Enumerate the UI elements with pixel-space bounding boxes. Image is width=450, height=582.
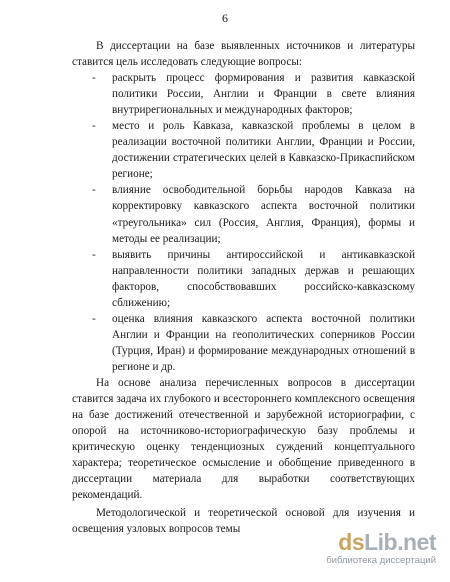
body-paragraph: На основе анализа перечисленных вопросов в диссертации ставится задача их глубокого и всестороннего комплексного освещения на базе достижений отечественной и зарубежной историографии, с опорой на источниково-историографическую базу проблемы и критическую оценку тенденциозных суждений концептуального характера; теоретическое осмысление и обобщение приведенного в диссертации материала для выработки соответствующих рекомендаций.	[72, 376, 415, 502]
watermark-subtitle: библиотека диссертаций	[326, 555, 436, 566]
list-dash: -	[92, 120, 96, 133]
list-item	[72, 70, 415, 118]
body-paragraph-truncated: Методологической и теоретической основой для изучения и освещения узловых вопросов темы	[72, 507, 415, 536]
list-item-text: раскрыть процесс формирования и развития кавказской политики России, Англии и Франции в свете влияния внутрирегиональных и международных факторов;	[112, 72, 415, 117]
watermark	[318, 530, 436, 570]
list-dash: -	[92, 312, 96, 325]
intro-paragraph: В диссертации на базе выявленных источников и литературы ставится цель исследовать следующие вопросы:	[72, 40, 415, 69]
list-item-text: влияние освободительной борьбы народов Кавказа на корректировку кавказского аспекта восточной политики «треугольника» сил (Россия, Англия, Франция), формы и методы ее реализации;	[112, 184, 415, 245]
list-item-text: место и роль Кавказа, кавказской проблемы в целом в реализации восточной политики Англии, Франции и России, достижении стратегических целей в Кавказско-Прикаспийском регионе;	[112, 120, 415, 181]
watermark-logo-ds: ds	[338, 529, 365, 555]
list-item	[72, 311, 415, 375]
list-dash: -	[92, 184, 96, 197]
page-number: 6	[222, 11, 228, 25]
watermark-logo	[338, 530, 436, 554]
list-item-text: оценка влияния кавказского аспекта восточной политики Англии и Франции на геополитических соперников России (Турция, Иран) и формирование международных отношений в регионе и др.	[112, 312, 415, 373]
list-dash: -	[92, 248, 96, 261]
list-item-text: выявить причины антироссийской и антикавказской направленности политики западных держав и решающих факторов, способствовавших российско-кавказскому сближению;	[112, 248, 415, 309]
list-item	[72, 247, 415, 311]
list-item	[72, 182, 415, 246]
document-body	[72, 38, 415, 537]
watermark-logo-rest: Lib.net	[364, 529, 436, 555]
list-dash: -	[92, 72, 96, 85]
list-item	[72, 118, 415, 182]
